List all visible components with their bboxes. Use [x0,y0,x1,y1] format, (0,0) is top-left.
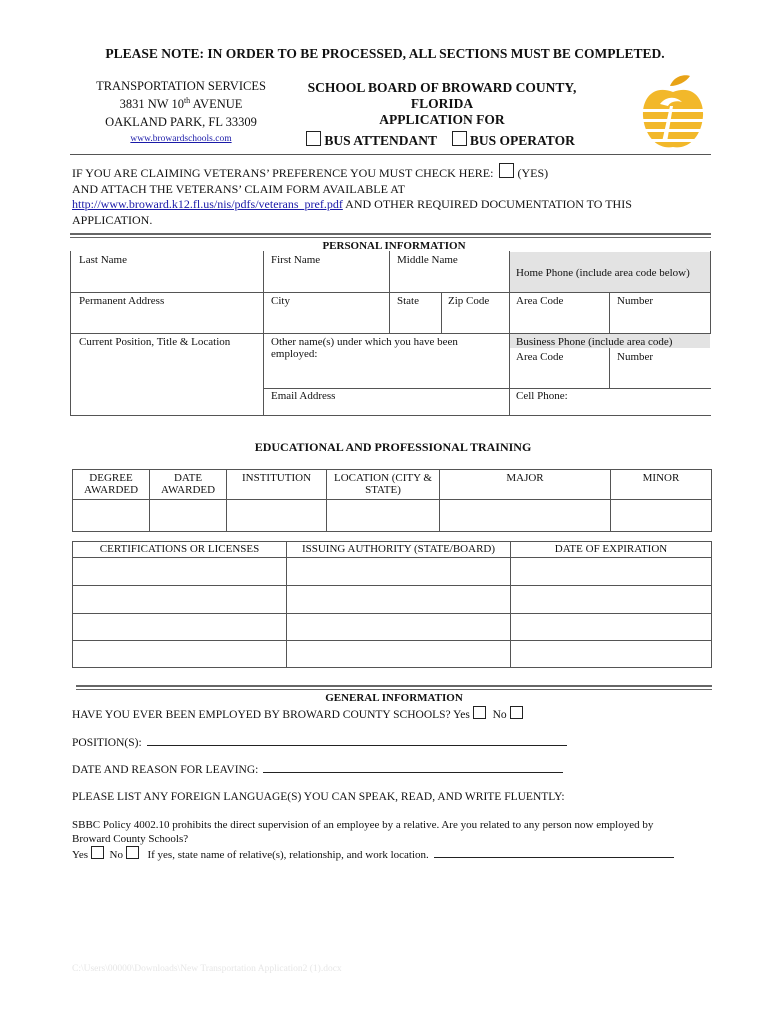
relative-policy: SBBC Policy 4002.10 prohibits the direct supervision of an employee by a relative. Are you related to any person now employed by Broward County Schools? Yes No If yes, state name of relative(s), relationship, and work location. [72,818,712,862]
languages-prompt: PLEASE LIST ANY FOREIGN LANGUAGE(S) YOU CAN SPEAK, READ, AND WRITE FLUENTLY: [72,791,565,803]
school-board-logo-icon [640,72,706,152]
date-reason-row: DATE AND REASON FOR LEAVING: [72,764,563,776]
header-institution: INSTITUTION [227,470,327,500]
date-awarded-input[interactable] [150,500,227,532]
business-area-code-label: Area Code [516,351,564,363]
education-header-row [73,470,712,500]
veterans-section [72,163,712,228]
bus-operator-checkbox[interactable] [452,131,467,146]
other-names-label: Other name(s) under which you have been employed: [271,336,458,360]
relative-details-input[interactable] [434,857,674,858]
education-entry-row [73,500,712,532]
address-block [70,79,292,144]
personal-info-grid [70,251,711,417]
veterans-yes-checkbox[interactable] [499,163,514,178]
personal-info-title: PERSONAL INFORMATION [322,240,466,252]
cert-header-row [73,542,712,558]
state-label: State [397,295,419,307]
cert-input[interactable] [73,558,287,586]
major-input[interactable] [440,500,611,532]
header-expiration: DATE OF EXPIRATION [511,542,712,558]
bus-operator-label: BUS OPERATOR [469,133,575,148]
institution-input[interactable] [227,500,327,532]
expiration-input[interactable] [511,614,712,641]
footer-file-path: C:\Users\00000\Downloads\New Transportation Application2 (1).docx [72,964,342,974]
header-minor: MINOR [611,470,712,500]
home-phone-label: Home Phone (include area code below) [516,267,690,279]
date-reason-input[interactable] [263,772,563,773]
personal-divider [70,233,711,238]
last-name-label: Last Name [79,254,127,266]
header-degree: DEGREE AWARDED [73,470,150,500]
business-number-label: Number [617,351,654,363]
authority-input[interactable] [287,614,511,641]
general-divider [76,685,712,690]
permanent-address-label: Permanent Address [79,295,165,307]
cert-input[interactable] [73,586,287,614]
title-line-3: APPLICATION FOR [379,112,505,127]
area-code-label: Area Code [516,295,564,307]
header-location: LOCATION (CITY & STATE) [327,470,440,500]
form-title [282,80,602,128]
related-yes-checkbox[interactable] [91,846,104,859]
veterans-line-4: APPLICATION. [72,212,153,227]
position-options [306,131,575,149]
middle-name-label: Middle Name [397,254,458,266]
veterans-yes-label: (YES) [517,166,549,180]
first-name-label: First Name [271,254,321,266]
bus-attendant-label: BUS ATTENDANT [324,133,437,148]
employed-yes-checkbox[interactable] [473,706,486,719]
bus-attendant-checkbox[interactable] [306,131,321,146]
notice-banner: PLEASE NOTE: IN ORDER TO BE PROCESSED, ALL SECTIONS MUST BE COMPLETED. [105,46,665,61]
employed-no-checkbox[interactable] [510,706,523,719]
education-table [72,469,712,532]
expiration-input[interactable] [511,586,712,614]
veterans-line-3: AND OTHER REQUIRED DOCUMENTATION TO THIS [342,197,632,211]
header-divider [70,154,711,155]
cell-phone-label: Cell Phone: [516,390,568,402]
cert-row [73,558,712,586]
header-issuing-authority: ISSUING AUTHORITY (STATE/BOARD) [287,542,511,558]
related-no-checkbox[interactable] [126,846,139,859]
authority-input[interactable] [287,586,511,614]
title-line-2: FLORIDA [410,96,474,111]
expiration-input[interactable] [511,641,712,668]
street-address: 3831 NW 10th AVENUE [119,96,243,112]
header-date-awarded: DATE AWARDED [150,470,227,500]
positions-row: POSITION(S): [72,737,567,749]
cert-row [73,586,712,614]
positions-input[interactable] [147,745,567,746]
header-certifications: CERTIFICATIONS OR LICENSES [73,542,287,558]
website-link[interactable]: www.browardschools.com [130,134,232,145]
header-major: MAJOR [440,470,611,500]
minor-input[interactable] [611,500,712,532]
degree-input[interactable] [73,500,150,532]
cert-input[interactable] [73,641,287,668]
general-info-title: GENERAL INFORMATION [325,692,463,704]
location-input[interactable] [327,500,440,532]
authority-input[interactable] [287,641,511,668]
certifications-table [72,541,712,668]
city-label: City [271,295,290,307]
cert-row [73,641,712,668]
number-label: Number [617,295,654,307]
email-label: Email Address [271,390,336,402]
dept-name: TRANSPORTATION SERVICES [96,79,266,93]
veterans-line-1: IF YOU ARE CLAIMING VETERANS’ PREFERENCE YOU MUST CHECK HERE: [72,166,494,180]
current-position-label: Current Position, Title & Location [79,336,231,348]
veterans-form-link[interactable]: http://www.broward.k12.fl.us/nis/pdfs/veterans_pref.pdf [72,197,343,211]
cert-input[interactable] [73,614,287,641]
education-title: EDUCATIONAL AND PROFESSIONAL TRAINING [254,440,532,454]
zip-label: Zip Code [448,295,490,307]
expiration-input[interactable] [511,558,712,586]
employed-question: HAVE YOU EVER BEEN EMPLOYED BY BROWARD COUNTY SCHOOLS? Yes No [72,706,523,721]
business-phone-label: Business Phone (include area code) [516,336,673,348]
city-state-zip: OAKLAND PARK, FL 33309 [105,115,257,130]
cert-row [73,614,712,641]
authority-input[interactable] [287,558,511,586]
veterans-line-2: AND ATTACH THE VETERANS’ CLAIM FORM AVAILABLE AT [72,181,405,196]
title-line-1: SCHOOL BOARD OF BROWARD COUNTY, [307,80,577,95]
